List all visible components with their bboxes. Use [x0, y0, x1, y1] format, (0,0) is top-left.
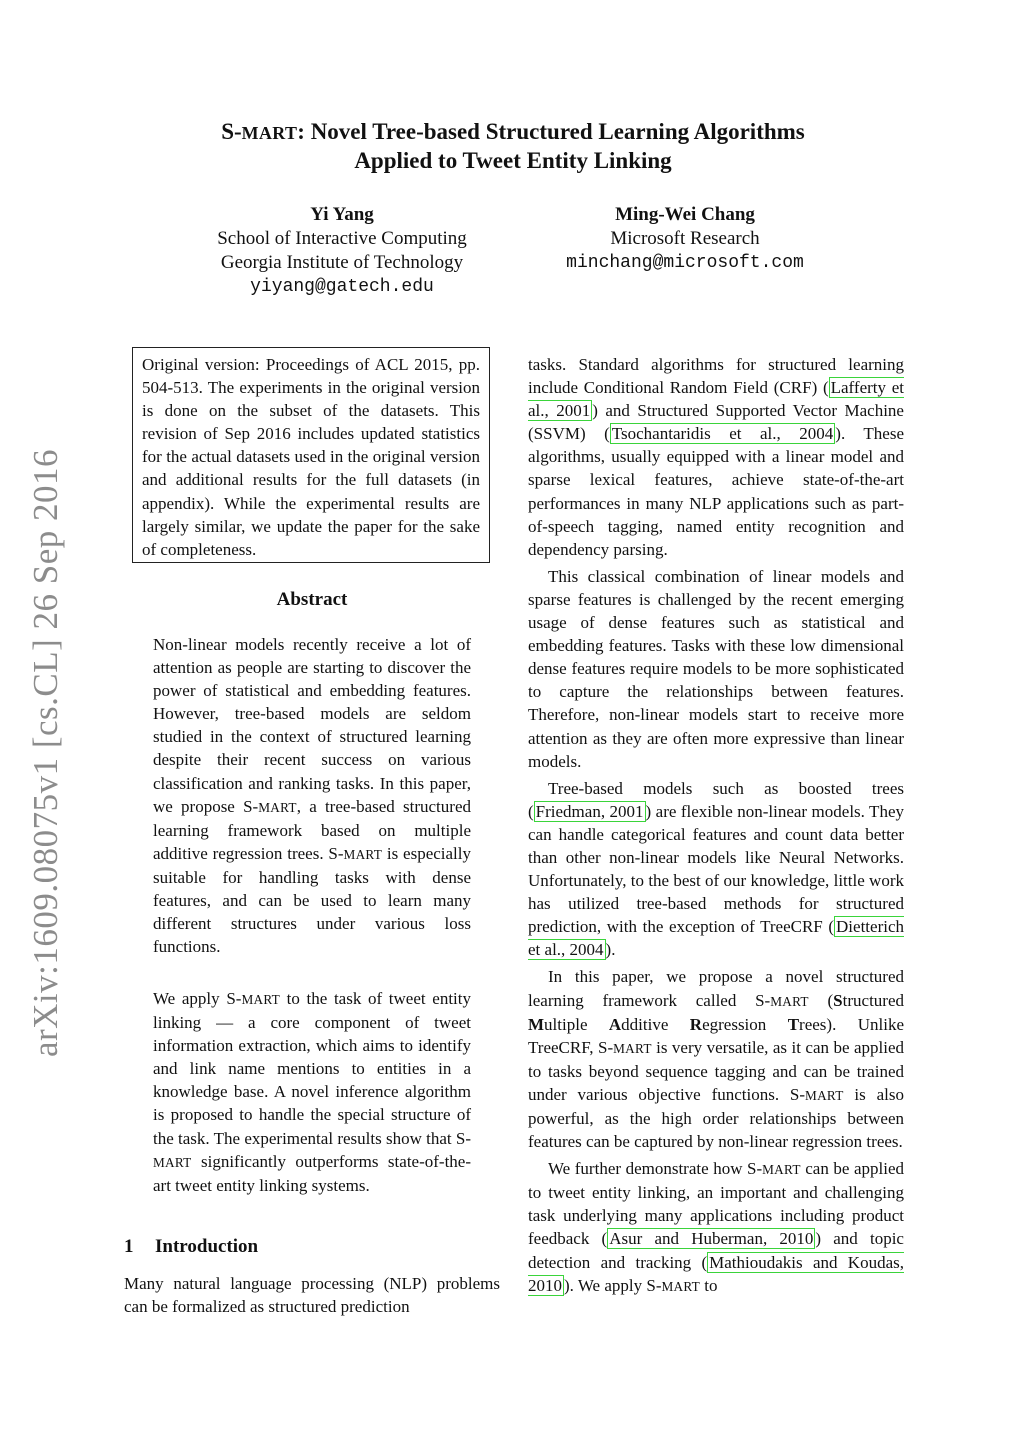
- title-line-1: S-MART: Novel Tree-based Structured Learning Algorithms: [221, 119, 805, 144]
- right-column: [528, 353, 904, 1298]
- body-paragraph: In this paper, we propose a novel structured learning framework called S-MART (Structured Multiple Additive Regression Trees). Unlike TreeCRF, S-MART is very versatile, as it can be applied to tasks beyond sequence tagging and can be trained under various objective functions. S-MART is also powerful, as the high order relationships between features can be captured by non-linear regression trees.: [528, 967, 904, 1152]
- abstract-heading: Abstract: [276, 589, 348, 610]
- author-affiliation: School of Interactive Computing: [217, 228, 467, 249]
- citation-link[interactable]: Mathioudakis and Koudas, 2010: [528, 1252, 904, 1295]
- intro-paragraph: Many natural language processing (NLP) problems can be formalized as structured prediction: [124, 1274, 500, 1317]
- abstract-paragraph-2: We apply S-MART to the task of tweet entity linking — a core component of tweet information extraction, which aims to identify and link name mentions to entities in a knowledge base. A novel inference algorithm is proposed to handle the special structure of the task. The experimental results show that S-MART significantly outperforms state-of-the-art tweet entity linking systems.: [153, 989, 471, 1195]
- section-title: Introduction: [155, 1236, 259, 1257]
- author-name: Ming-Wei Chang: [615, 204, 755, 225]
- revision-notice-box: Original version: Proceedings of ACL 2015, pp. 504-513. The experiments in the original version is done on the subset of the datasets. This revision of Sep 2016 includes updated statistics for the actual datasets used in the original version and additional results for the full datasets (in appendix). While the experimental results are largely similar, we update the paper for the sake of completeness.: [132, 347, 490, 563]
- section-number: 1: [124, 1236, 134, 1257]
- citation-link[interactable]: Lafferty et al., 2001: [528, 378, 904, 421]
- author-name: Yi Yang: [310, 204, 374, 225]
- body-paragraph: Tree-based models such as boosted trees ( Friedman, 2001 ) are flexible non-linear models. They can handle categorical features and count data better than other non-linear models like Neural Networks. Unfortunately, to the best of our knowledge, little work has utilized tree-based methods for structured prediction, with the exception of TreeCRF ( Dietterich et al., 2004 ).: [528, 778, 904, 960]
- section-heading-introduction: [124, 1236, 258, 1258]
- author-block-2: [530, 203, 840, 275]
- body-paragraph: tasks. Standard algorithms for structured learning include Conditional Random Field (CRF) ( Lafferty et al., 2001 ) and Structured Supported Vector Machine (SSVM) ( Tsochantaridis et al., 2004 ). These algorithms, usually equipped with a linear model and sparse lexical features, achieve state-of-the-art performances in many NLP applications such as part-of-speech tagging, named entity recognition and dependency parsing.: [528, 355, 905, 559]
- citation-link[interactable]: Asur and Huberman, 2010: [609, 1229, 814, 1249]
- author-email[interactable]: yiyang@gatech.edu: [250, 277, 434, 297]
- citation-link[interactable]: Friedman, 2001: [535, 801, 644, 821]
- author-email[interactable]: minchang@microsoft.com: [566, 253, 804, 273]
- citation-link[interactable]: Tsochantaridis et al., 2004: [611, 424, 834, 444]
- abstract-paragraph-1: Non-linear models recently receive a lot of attention as people are starting to discover the power of statistical and embedding features. However, tree-based models are seldom studied in the context of structured learning despite their recent success on various classification and ranking tasks. In this paper, we propose S-MART, a tree-based structured learning framework based on multiple additive regression trees. S-MART is especially suitable for handling tasks with dense features, and can be used to learn many different structures under various loss functions.: [153, 635, 472, 957]
- body-paragraph: We further demonstrate how S-MART can be applied to tweet entity linking, an important and challenging task underlying many applications including product feedback ( Asur and Huberman, 2010 ) and topic detection and tracking ( Mathioudakis and Koudas, 2010 ). We apply S-MART to: [528, 1159, 904, 1295]
- body-paragraph: This classical combination of linear models and sparse features is challenged by the recent emerging usage of dense features such as statistical and embedding features. Tasks with these low dimensional dense features require models to be more sophisticated to capture the relationships between features. Therefore, non-linear models start to receive more attention as they are often more expressive than linear models.: [528, 566, 904, 771]
- author-affiliation: Georgia Institute of Technology: [220, 252, 464, 273]
- author-block-1: [170, 203, 514, 299]
- author-affiliation: Microsoft Research: [610, 228, 760, 249]
- paper-title: [110, 118, 916, 175]
- title-line-2: Applied to Tweet Entity Linking: [354, 148, 672, 173]
- arxiv-stamp: arXiv:1609.08075v1 [cs.CL] 26 Sep 2016: [26, 448, 66, 1057]
- citation-link[interactable]: Dietterich et al., 2004: [528, 917, 904, 960]
